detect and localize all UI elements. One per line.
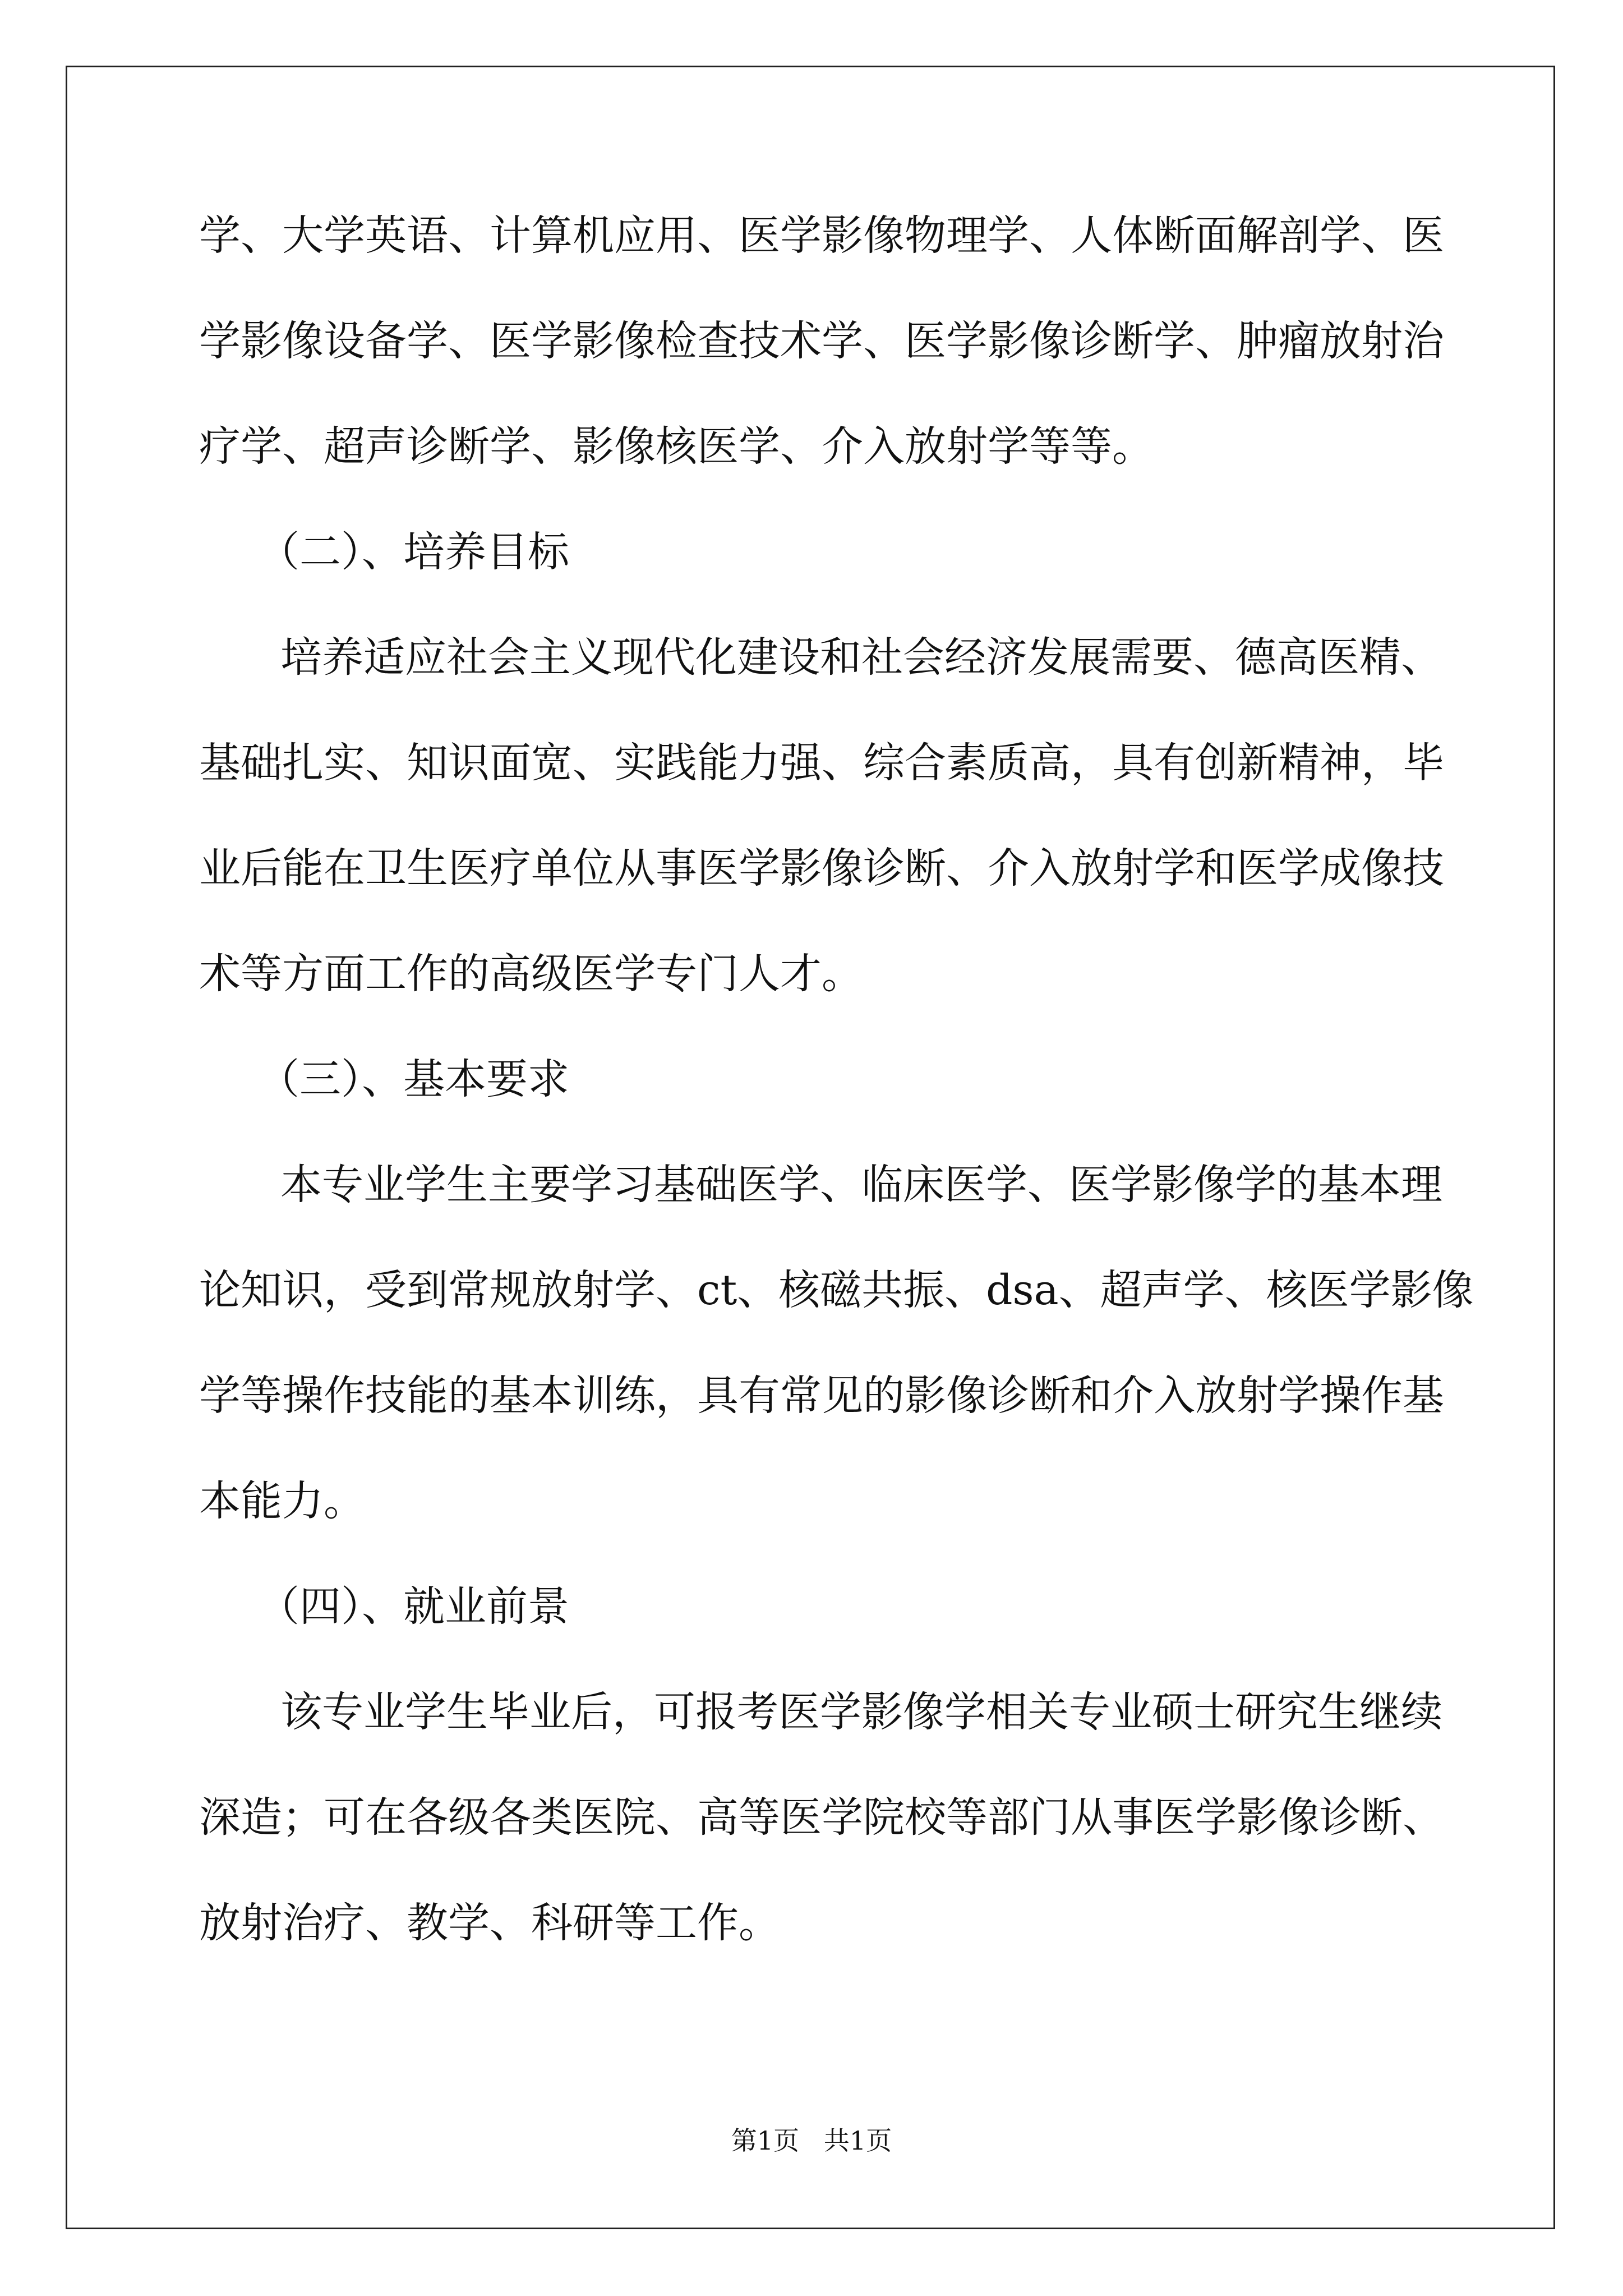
paragraph-line: 业后能在卫生医疗单位从事医学影像诊断、介入放射学和医学成像技 — [199, 844, 1444, 892]
section-heading: （三）、基本要求 — [258, 1055, 569, 1103]
paragraph-line: 疗学、超声诊断学、影像核医学、介入放射学等等。 — [199, 422, 1154, 471]
paragraph-line: 本专业学生主要学习基础医学、临床医学、医学影像学的基本理 — [280, 1161, 1442, 1209]
paragraph-line: 学、大学英语、计算机应用、医学影像物理学、人体断面解剖学、医 — [199, 211, 1444, 260]
paragraph-line: 培养适应社会主义现代化建设和社会经济发展需要、德高医精、 — [280, 633, 1442, 682]
paragraph-line: 学影像设备学、医学影像检查技术学、医学影像诊断学、肿瘤放射治 — [199, 317, 1444, 365]
section-heading: （四）、就业前景 — [258, 1582, 569, 1631]
paragraph-line: 放射治疗、教学、科研等工作。 — [199, 1899, 780, 1947]
paragraph-line: 深造；可在各级各类医院、高等医学院校等部门从事医学影像诊断、 — [199, 1793, 1444, 1842]
section-heading: （二）、培养目标 — [258, 528, 569, 576]
paragraph-line: 论知识，受到常规放射学、ct、核磁共振、dsa、超声学、核医学影像 — [199, 1266, 1474, 1314]
paragraph-line: 学等操作技能的基本训练，具有常见的影像诊断和介入放射学操作基 — [199, 1372, 1444, 1420]
page-number-footer: 第1页 共1页 — [731, 2125, 892, 2156]
paragraph-line: 术等方面工作的高级医学专门人才。 — [199, 950, 863, 998]
paragraph-line: 本能力。 — [199, 1477, 365, 1525]
paragraph-line: 基础扎实、知识面宽、实践能力强、综合素质高，具有创新精神，毕 — [199, 739, 1444, 787]
paragraph-line: 该专业学生毕业后，可报考医学影像学相关专业硕士研究生继续 — [280, 1688, 1442, 1736]
